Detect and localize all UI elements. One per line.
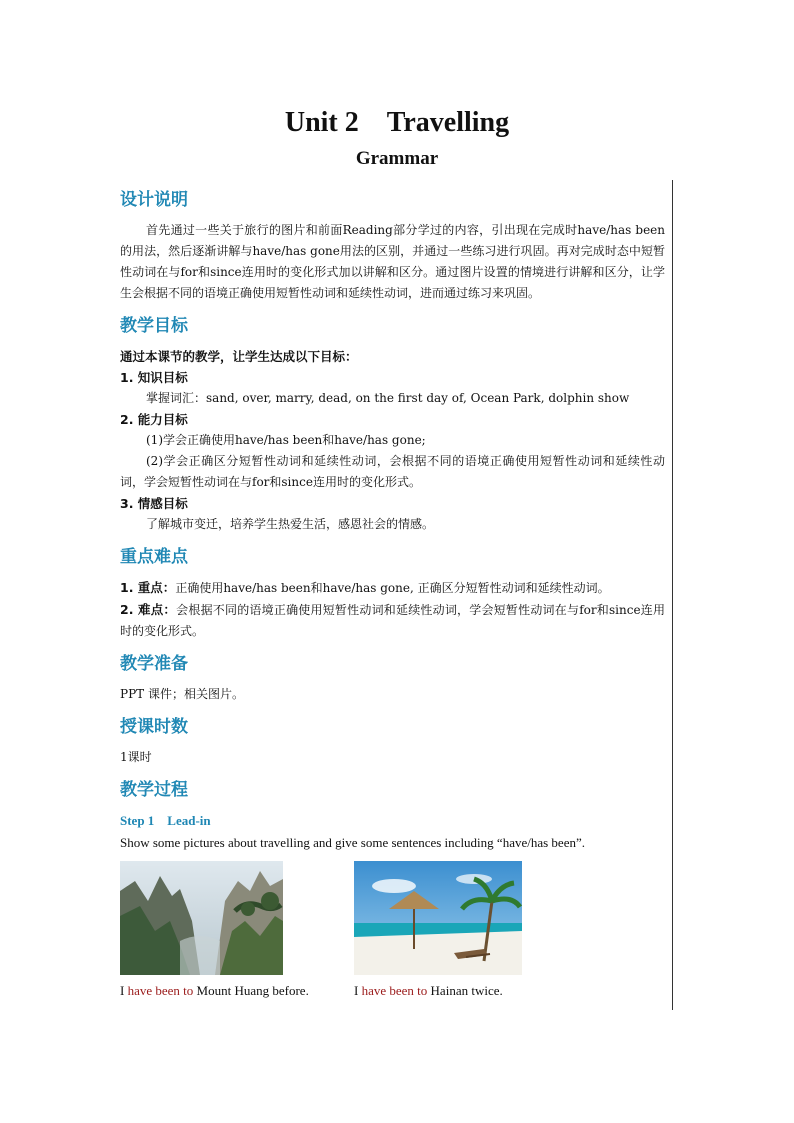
key-point-label: 1. 重点： bbox=[120, 580, 176, 595]
beach-photo bbox=[354, 861, 522, 975]
design-section bbox=[120, 188, 665, 304]
emotion-text: 了解城市变迁，培养学生热爱生活，感恩社会的情感。 bbox=[146, 517, 435, 531]
difficult-point-label: 2. 难点： bbox=[120, 602, 177, 617]
goals-intro: 通过本课节的教学，让学生达成以下目标： bbox=[120, 349, 358, 364]
caption-beach-post: Hainan twice. bbox=[427, 983, 503, 998]
key-heading: 重点难点 bbox=[120, 547, 188, 567]
caption-beach-pre: I bbox=[354, 983, 362, 998]
hours-heading: 授课时数 bbox=[120, 717, 188, 737]
design-text: 首先通过一些关于旅行的图片和前面Reading部分学过的内容，引出现在完成时have/has been的用法，然后逐渐讲解与have/has gone用法的区别，并通过一些练习进行巩固。再对完成时态中短暂性动词在与for和since连用时的变化形式加以讲解和区分。通过图片设置的情境进行讲解和区分，让学生会根据不同的语境正确使用短暂性动词和延续性动词，进而通过练习来巩固。 bbox=[120, 223, 665, 300]
goals-heading: 教学目标 bbox=[120, 316, 188, 336]
ability-item-2: (2)学会正确区分短暂性动词和延续性动词，会根据不同的语境正确使用短暂性动词和延续性动词，学会短暂性动词在与for和since连用时的变化形式。 bbox=[120, 454, 665, 489]
caption-mountain-highlight: have been to bbox=[127, 983, 194, 998]
goals-section bbox=[120, 314, 665, 535]
main-content bbox=[120, 188, 665, 1021]
difficult-point-text: 会根据不同的语境正确使用短暂性动词和延续性动词，学会短暂性动词在与for和since连用时的变化形式。 bbox=[120, 603, 665, 638]
caption-beach-highlight: have been to bbox=[361, 983, 428, 998]
prep-section bbox=[120, 652, 665, 705]
design-heading: 设计说明 bbox=[120, 190, 188, 210]
margin-rule bbox=[672, 180, 673, 1010]
ability-item-1: (1)学会正确使用have/has been和have/has gone; bbox=[146, 433, 426, 447]
knowledge-title: 1. 知识目标 bbox=[120, 370, 188, 385]
key-point bbox=[120, 577, 665, 599]
key-section bbox=[120, 545, 665, 642]
page-title: Unit 2 Travelling bbox=[284, 107, 510, 138]
key-point-text: 正确使用have/has been和have/has gone, 正确区分短暂性动词和延续性动词。 bbox=[175, 581, 610, 595]
caption-mountain bbox=[120, 983, 309, 999]
image-row bbox=[120, 861, 665, 1011]
caption-mountain-post: Mount Huang before. bbox=[193, 983, 309, 998]
emotion-title: 3. 情感目标 bbox=[120, 496, 188, 511]
prep-text: PPT 课件；相关图片。 bbox=[120, 687, 244, 701]
caption-mountain-pre: I bbox=[120, 983, 128, 998]
process-section bbox=[120, 778, 665, 1011]
hours-section bbox=[120, 715, 665, 768]
prep-heading: 教学准备 bbox=[120, 654, 188, 674]
step-text: Show some pictures about travelling and give some sentences including “have/has been”. bbox=[120, 835, 585, 850]
knowledge-text: 掌握词汇：sand, over, marry, dead, on the first day of, Ocean Park, dolphin show bbox=[146, 391, 630, 405]
caption-beach bbox=[354, 983, 503, 999]
difficult-point bbox=[120, 599, 665, 642]
hours-text: 1课时 bbox=[120, 750, 152, 764]
ability-title: 2. 能力目标 bbox=[120, 412, 188, 427]
process-heading: 教学过程 bbox=[120, 780, 188, 800]
page-subtitle: Grammar bbox=[355, 148, 439, 169]
step-title: Step 1 Lead-in bbox=[120, 813, 211, 828]
mountain-photo bbox=[120, 861, 283, 975]
